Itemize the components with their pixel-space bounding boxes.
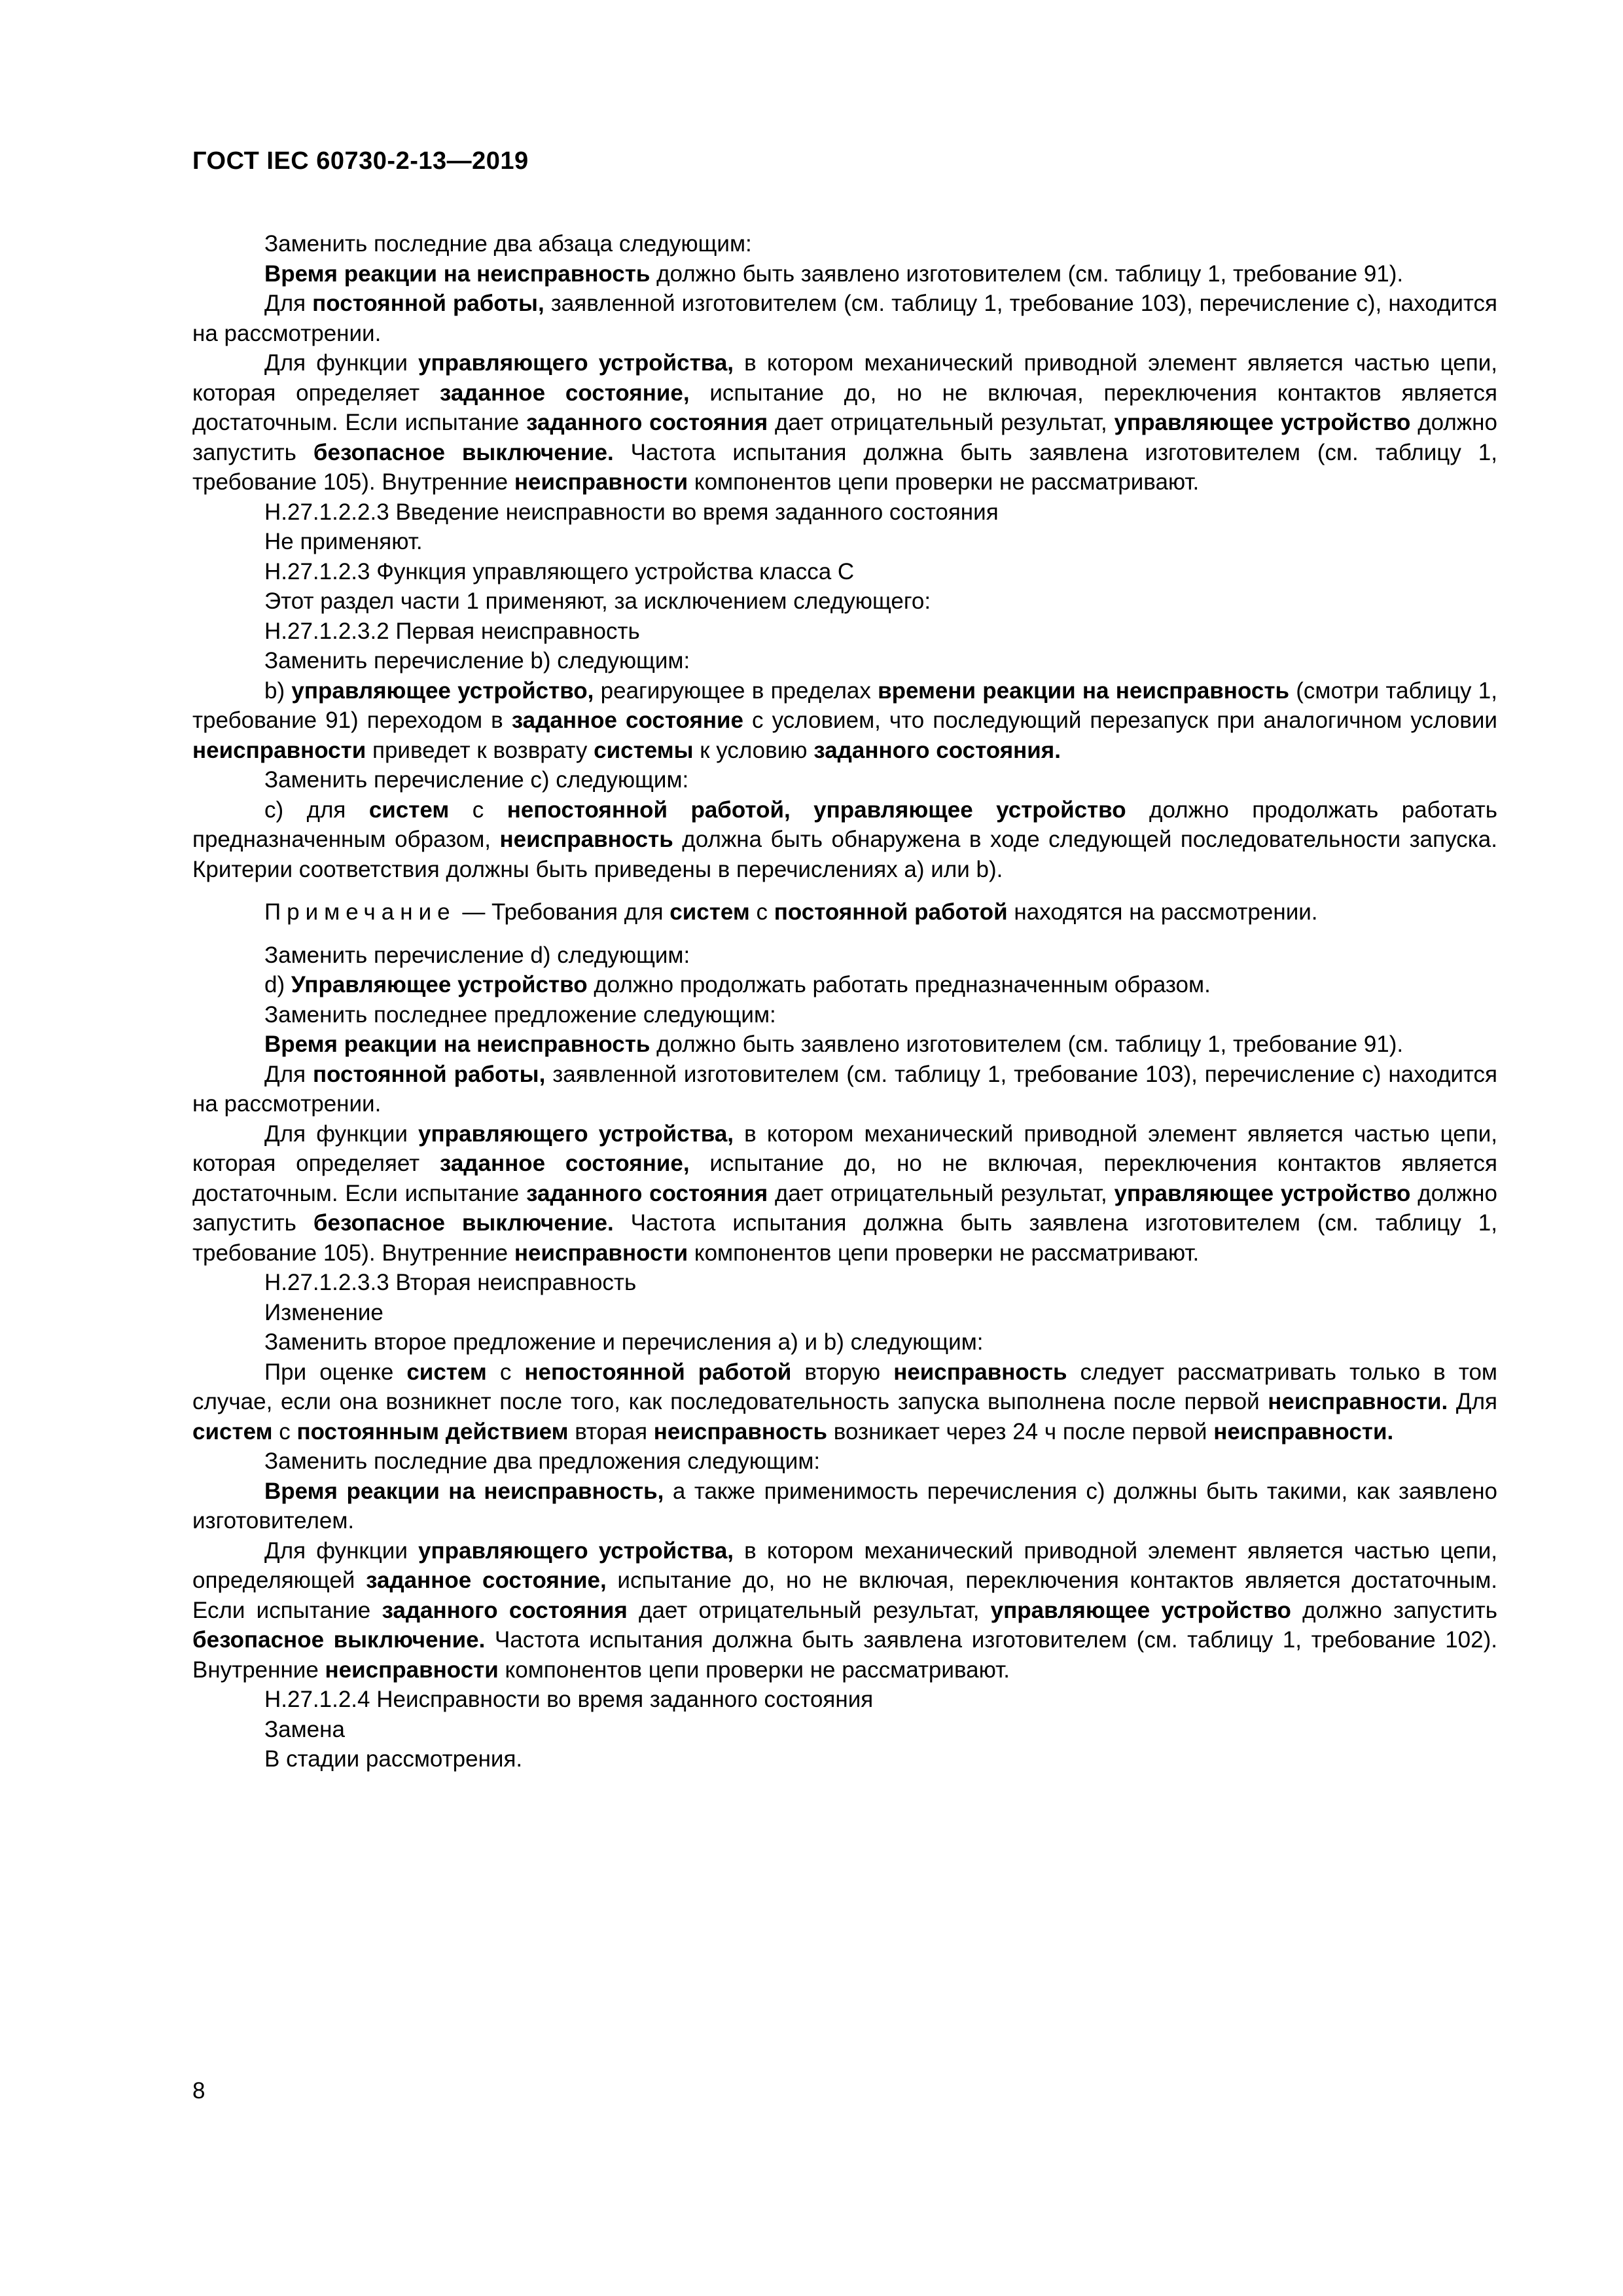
text-run: Для функции	[264, 1121, 419, 1147]
paragraph	[192, 259, 1497, 289]
paragraph	[192, 970, 1497, 1000]
paragraph	[192, 646, 1497, 676]
text-run: должно запустить	[192, 1180, 1497, 1236]
bold-term: постоянной работой	[774, 899, 1008, 925]
bold-term: Управляющее устройство	[291, 972, 588, 997]
bold-term: безопасное выключение.	[192, 1627, 486, 1653]
text-run: вторая	[568, 1418, 654, 1444]
text-run: Для	[264, 1061, 313, 1087]
text-run: в котором механический приводной элемент является частью цепи, которая определяет	[192, 1121, 1498, 1176]
bold-term: заданного состояния	[526, 1180, 768, 1206]
bold-term: неисправность	[893, 1359, 1067, 1385]
text-run: вторую	[791, 1359, 894, 1385]
paragraph	[192, 795, 1497, 885]
text-run: Заменить последнее предложение следующим:	[264, 1001, 776, 1028]
text-run: Частота испытания должна быть заявлена изготовителем (см. таблицу 1, требование 105). Внутренние	[192, 1210, 1497, 1266]
bold-term: Время реакции на неисправность	[264, 260, 651, 287]
text-run: с	[449, 797, 507, 823]
text-run: приведет к возврату	[366, 737, 594, 763]
text-run: Заменить второе предложение и перечисления а) и b) следующим:	[264, 1329, 984, 1355]
paragraph	[192, 1298, 1497, 1328]
text-run: В стадии рассмотрения.	[264, 1746, 523, 1772]
text-run: (смотри таблицу 1, требование 91) переходом в	[192, 677, 1497, 733]
text-run: компонентов цепи проверки не рассматривают.	[498, 1657, 1010, 1683]
paragraph	[192, 1268, 1497, 1298]
text-run: Заменить перечисление b) следующим:	[264, 648, 690, 673]
bold-term: безопасное выключение.	[313, 439, 614, 465]
bold-term: систем	[406, 1359, 487, 1385]
bold-term: Время реакции на неисправность	[264, 1031, 651, 1057]
bold-term: неисправности	[514, 469, 688, 495]
bold-term: постоянной работы,	[312, 1061, 546, 1087]
paragraph	[192, 1446, 1497, 1477]
text-run: H.27.1.2.3.2 Первая неисправность	[264, 618, 640, 644]
text-run: с условием, что последующий перезапуск при аналогичном условии	[743, 708, 1497, 733]
text-run: возникает через 24 ч после первой	[827, 1418, 1214, 1444]
text-run: Не применяют.	[264, 529, 423, 554]
bold-term: постоянной работы,	[312, 291, 544, 316]
text-run: Этот раздел части 1 применяют, за исключением следующего:	[264, 588, 931, 614]
bold-term: систем	[368, 797, 450, 823]
bold-term: системы	[594, 737, 694, 763]
text-run: реагирующее в пределах	[594, 677, 878, 704]
text-run: Заменить перечисление d) следующим:	[264, 942, 690, 968]
bold-term: неисправность	[653, 1418, 828, 1444]
text-run: в котором механический приводной элемент является частью цепи, определяющей	[192, 1537, 1498, 1593]
text-run: испытание до, но не включая, переключения контактов является достаточным. Если испытание	[192, 1151, 1497, 1206]
bold-term: постоянным действием	[296, 1418, 569, 1444]
bold-term: заданное состояние	[511, 708, 743, 733]
document-body	[192, 229, 1497, 1774]
text-run: должно продолжать работать предназначенным образом,	[192, 797, 1497, 852]
paragraph	[192, 1327, 1497, 1357]
text-run: H.27.1.2.3 Функция управляющего устройства класса С	[264, 558, 855, 584]
paragraph	[192, 289, 1497, 348]
paragraph	[192, 1000, 1497, 1030]
text-run: При оценке	[264, 1359, 407, 1385]
text-run: испытание до, но не включая, переключения контактов является достаточным. Если испытание	[192, 1568, 1497, 1623]
text-run: с	[749, 899, 774, 925]
paragraph	[192, 617, 1497, 647]
text-run: Для	[1448, 1389, 1497, 1414]
paragraph	[192, 1357, 1497, 1447]
text-run: Заменить последние два предложения следующим:	[264, 1448, 821, 1474]
paragraph	[192, 527, 1497, 557]
bold-term: заданного состояния	[382, 1597, 628, 1623]
bold-term: неисправности.	[1268, 1389, 1448, 1414]
text-run: b)	[264, 677, 292, 704]
text-run: Частота испытания должна быть заявлена изготовителем (см. таблицу 1, требование 102). Внутренние	[192, 1627, 1497, 1683]
bold-term: систем	[669, 899, 750, 925]
paragraph	[192, 941, 1497, 971]
paragraph	[192, 765, 1497, 795]
bold-term: неисправности	[192, 737, 366, 763]
text-run: испытание до, но не включая, переключения контактов является достаточным. Если испытание	[192, 380, 1497, 435]
bold-term: заданного состояния	[526, 410, 768, 435]
bold-term: неисправности	[514, 1240, 688, 1266]
paragraph	[192, 497, 1497, 528]
text-run: Для	[264, 291, 313, 316]
paragraph	[192, 1477, 1497, 1536]
paragraph	[192, 1744, 1497, 1774]
bold-term: управляющего устройства,	[418, 1537, 734, 1564]
page-number: 8	[192, 2078, 205, 2104]
paragraph	[192, 1060, 1497, 1119]
text-run: — Требования для	[455, 899, 670, 925]
text-run: дает отрицательный результат,	[627, 1597, 991, 1623]
text-run: Для функции	[264, 1537, 419, 1564]
bold-term: времени реакции на неисправность	[878, 677, 1289, 704]
paragraph	[192, 1030, 1497, 1060]
bold-term: непостоянной работой, управляющее устройство	[507, 797, 1126, 823]
text-run: а также применимость перечисления с) должны быть такими, как заявлено изготовителем.	[192, 1478, 1497, 1534]
text-run: должно запустить	[192, 410, 1497, 465]
bold-term: заданное состояние,	[439, 380, 690, 406]
bold-term: неисправности.	[1213, 1418, 1394, 1444]
bold-term: непостоянной работой	[524, 1359, 792, 1385]
text-run: дает отрицательный результат,	[768, 1180, 1115, 1206]
bold-term: заданного состояния.	[813, 737, 1061, 763]
bold-term: управляющее устройство	[990, 1597, 1291, 1623]
paragraph	[192, 676, 1497, 766]
text-run: дает отрицательный результат,	[768, 410, 1115, 435]
bold-term: неисправности	[325, 1657, 499, 1683]
text-run: должно быть заявлено изготовителем (см. таблицу 1, требование 91).	[650, 1031, 1404, 1057]
text-run: с) для	[264, 797, 369, 823]
text-run: находятся на рассмотрении.	[1007, 899, 1318, 925]
bold-term: Время реакции на неисправность,	[264, 1478, 664, 1504]
paragraph	[192, 1715, 1497, 1745]
text-run: должно запустить	[1291, 1597, 1497, 1623]
text-run: следует рассматривать только в том случае, если она возникнет после того, как последовательность запуска выполнена после первой	[192, 1359, 1497, 1414]
bold-term: неисправность	[499, 827, 673, 852]
text-run: в котором механический приводной элемент является частью цепи, которая определяет	[192, 350, 1498, 406]
text-run: с	[486, 1359, 525, 1385]
paragraph	[192, 897, 1497, 927]
text-run: Изменение	[264, 1299, 383, 1325]
text-run: с	[272, 1418, 297, 1444]
bold-term: систем	[192, 1418, 273, 1444]
paragraph	[192, 1536, 1497, 1685]
paragraph	[192, 1119, 1497, 1268]
paragraph	[192, 557, 1497, 587]
text-run: Примечание	[264, 899, 456, 925]
text-run: заявленной изготовителем (см. таблицу 1, требование 103), перечисление с), находится на рассмотрении.	[192, 291, 1498, 346]
text-run: должна быть обнаружена в ходе следующей последовательности запуска. Критерии соответствия должны быть приведены в перечислениях а) или b).	[192, 827, 1497, 882]
bold-term: управляющее устройство,	[291, 677, 594, 704]
text-run: H.27.1.2.2.3 Введение неисправности во время заданного состояния	[264, 499, 999, 525]
text-run: Для функции	[264, 350, 419, 376]
text-run: заявленной изготовителем (см. таблицу 1, требование 103), перечисление с) находится на рассмотрении.	[192, 1061, 1498, 1117]
text-run: Заменить последние два абзаца следующим:	[264, 231, 752, 257]
text-run: Заменить перечисление с) следующим:	[264, 767, 689, 793]
bold-term: управляющего устройства,	[418, 350, 734, 376]
text-run: должно быть заявлено изготовителем (см. таблицу 1, требование 91).	[650, 260, 1404, 287]
text-run: компонентов цепи проверки не рассматривают.	[688, 1240, 1200, 1266]
text-run: Частота испытания должна быть заявлена изготовителем (см. таблицу 1, требование 105). Внутренние	[192, 439, 1497, 495]
bold-term: заданное состояние,	[366, 1568, 607, 1593]
bold-term: заданное состояние,	[439, 1151, 690, 1176]
bold-term: управляющего устройства,	[418, 1121, 734, 1147]
text-run: H.27.1.2.4 Неисправности во время заданного состояния	[264, 1687, 874, 1712]
text-run: к условию	[693, 737, 814, 763]
bold-term: безопасное выключение.	[313, 1210, 614, 1236]
text-run: H.27.1.2.3.3 Вторая неисправность	[264, 1270, 637, 1295]
paragraph	[192, 586, 1497, 617]
paragraph	[192, 1685, 1497, 1715]
text-run: Замена	[264, 1716, 345, 1742]
text-run: компонентов цепи проверки не рассматривают.	[688, 469, 1200, 495]
text-run: d)	[264, 972, 291, 997]
text-run: должно продолжать работать предназначенным образом.	[587, 972, 1211, 997]
paragraph	[192, 348, 1497, 497]
bold-term: управляющее устройство	[1114, 1180, 1411, 1206]
document-header: ГОСТ IEC 60730-2-13—2019	[192, 147, 529, 175]
paragraph	[192, 229, 1497, 259]
bold-term: управляющее устройство	[1114, 410, 1411, 435]
